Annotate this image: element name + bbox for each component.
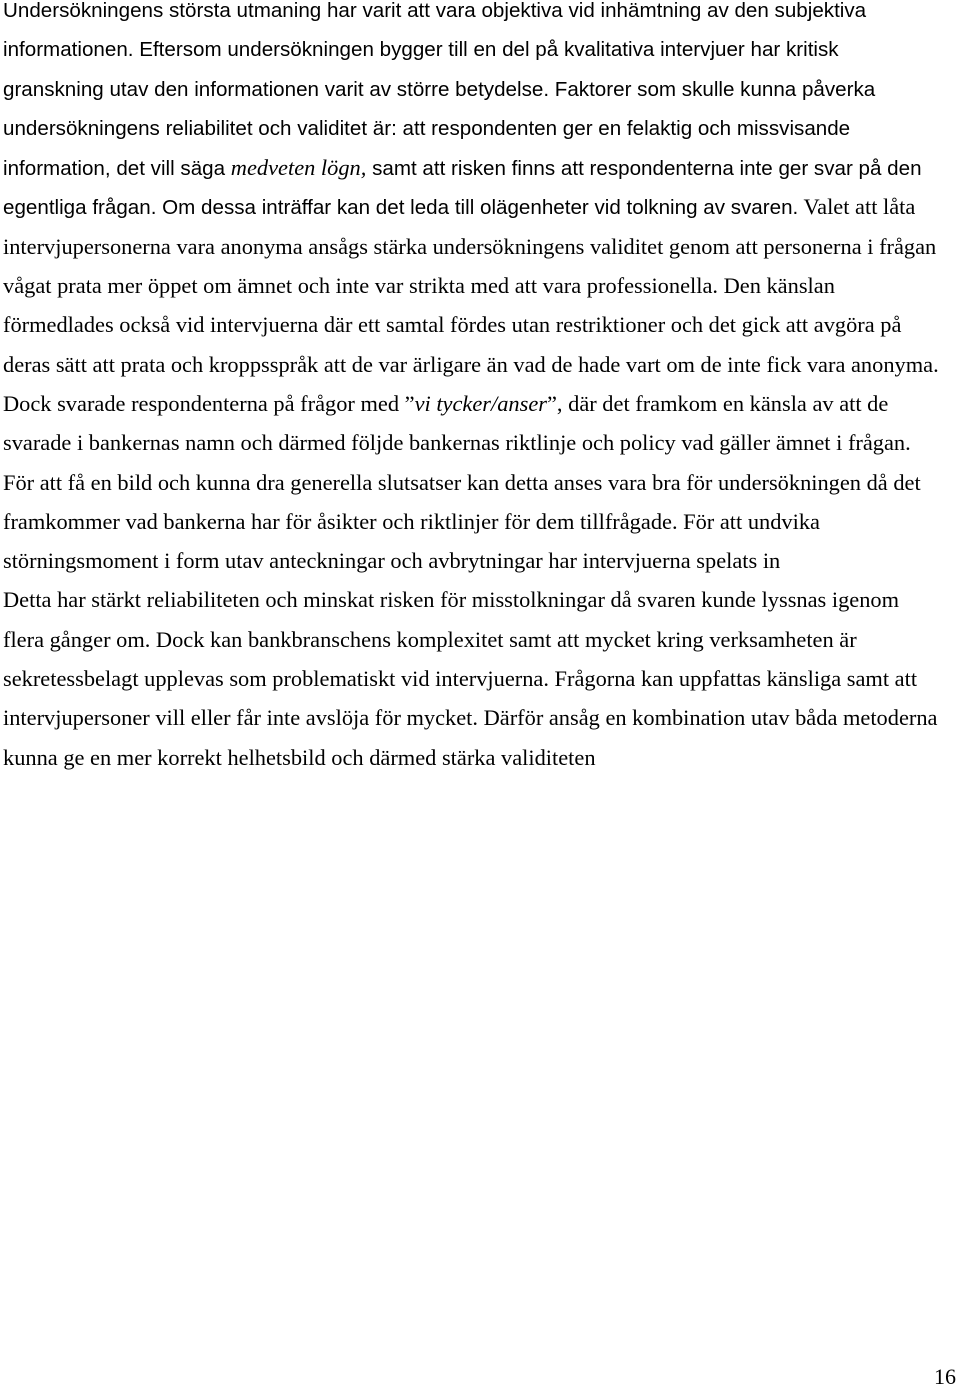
text-line	[3, 109, 958, 148]
text-line	[3, 148, 958, 187]
text-segment: intervjupersoner vill eller får inte avslöja för mycket. Därför ansåg en kombination utav båda metoderna	[3, 705, 938, 731]
text-line	[3, 0, 958, 30]
text-segment: informationen. Eftersom undersökningen bygger till en del på kvalitativa intervjuer har kritisk	[3, 38, 839, 62]
text-segment: Valet att låta	[798, 194, 916, 220]
text-segment: framkommer vad bankerna har för åsikter och riktlinjer för dem tillfrågade. För att undvika	[3, 508, 820, 534]
text-line	[3, 580, 958, 619]
text-line	[3, 384, 958, 423]
text-line	[3, 70, 958, 109]
text-line	[3, 463, 958, 502]
text-line	[3, 345, 958, 384]
text-segment: För att få en bild och kunna dra generella slutsatser kan detta anses vara bra för undersökningen då det	[3, 469, 921, 495]
italic-quote: vi tycker/anser	[414, 390, 547, 416]
text-segment: samt att risken finns att respondenterna inte ger svar på den	[366, 157, 922, 181]
text-line	[3, 698, 958, 737]
text-line	[3, 227, 958, 266]
body-text	[3, 0, 958, 777]
text-segment: undersökningens reliabilitet och validitet är: att respondenten ger en felaktig och missvisande	[3, 116, 851, 140]
text-segment: intervjupersonerna vara anonyma ansågs stärka undersökningens validitet genom att personerna i frågan	[3, 233, 937, 259]
italic-term: medveten lögn,	[230, 155, 367, 181]
text-segment: ”, där det framkom en känsla av att de	[546, 390, 889, 416]
text-line	[3, 305, 958, 344]
page-number: 16	[934, 1364, 956, 1389]
text-segment: flera gånger om. Dock kan bankbranschens komplexitet samt att mycket kring verksamheten är	[3, 626, 857, 652]
text-line	[3, 502, 958, 541]
text-segment: svarade i bankernas namn och därmed följde bankernas riktlinje och policy vad gäller ämnet i frågan.	[3, 430, 911, 456]
text-segment: sekretessbelagt upplevas som problematiskt vid intervjuerna. Frågorna kan uppfattas känsliga samt att	[3, 666, 918, 692]
text-line	[3, 541, 958, 580]
text-segment: deras sätt att prata och kroppsspråk att de var ärligare än vad de hade vart om de inte fick vara anonyma.	[3, 351, 939, 377]
text-segment: kunna ge en mer korrekt helhetsbild och därmed stärka validiteten	[3, 744, 596, 770]
text-line	[3, 620, 958, 659]
text-line	[3, 738, 958, 777]
text-segment: Undersökningens största utmaning har varit att vara objektiva vid inhämtning av den subjektiva	[3, 0, 867, 22]
text-line	[3, 266, 958, 305]
text-line	[3, 659, 958, 698]
text-segment: Dock svarade respondenterna på frågor med ”	[3, 390, 415, 416]
text-segment: Detta har stärkt reliabiliteten och minskat risken för misstolkningar då svaren kunde lyssnas igenom	[3, 587, 900, 613]
text-segment: granskning utav den informationen varit av större betydelse. Faktorer som skulle kunna påverka	[3, 77, 876, 101]
text-line	[3, 423, 958, 462]
text-segment: förmedlades också vid intervjuerna där ett samtal fördes utan restriktioner och det gick att avgöra på	[3, 312, 902, 338]
text-segment: egentliga frågan. Om dessa inträffar kan det leda till olägenheter vid tolkning av svaren.	[3, 196, 799, 220]
text-segment: information, det vill säga	[3, 157, 231, 181]
text-line	[3, 30, 958, 69]
text-segment: vågat prata mer öppet om ämnet och inte var strikta med att vara professionella. Den känslan	[3, 273, 835, 299]
text-segment: störningsmoment i form utav anteckningar och avbrytningar har intervjuerna spelats in	[3, 548, 781, 574]
text-line	[3, 187, 958, 226]
